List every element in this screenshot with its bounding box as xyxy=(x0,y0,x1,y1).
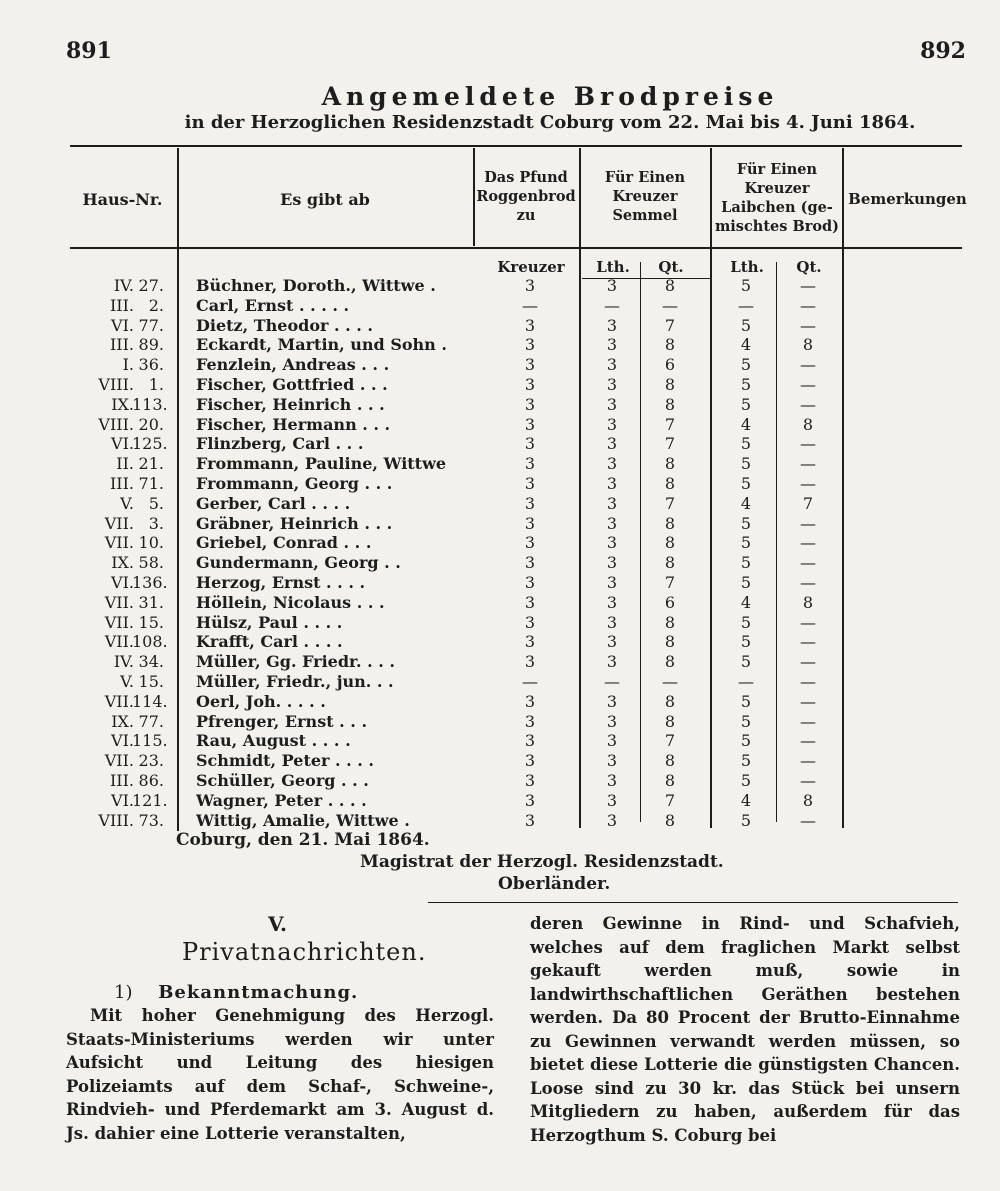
row-name: Carl, Ernst . . . . . xyxy=(196,295,350,315)
row-laibchen-lth: 5 xyxy=(740,434,752,454)
row-laibchen-qt: — xyxy=(800,474,816,493)
row-house-number: 23. xyxy=(138,751,164,771)
row-semmel-qt: 7 xyxy=(664,434,676,454)
row-semmel-lth: — xyxy=(604,295,620,315)
row-name: Frommann, Pauline, Wittwe xyxy=(196,454,447,474)
row-semmel-qt: 6 xyxy=(664,592,676,612)
row-laibchen-qt: — xyxy=(800,513,816,533)
table-top-rule xyxy=(70,145,962,147)
row-quarter: VIII. xyxy=(98,375,134,394)
row-semmel-lth: 3 xyxy=(606,592,618,612)
row-laibchen-lth: — xyxy=(738,295,754,315)
row-roggenbrod-kreuzer: 3 xyxy=(524,375,536,394)
row-laibchen-lth: 4 xyxy=(740,335,752,355)
row-semmel-qt: 8 xyxy=(664,711,676,731)
row-name: Schüller, Georg . . . xyxy=(196,771,369,790)
row-quarter: III. xyxy=(109,295,134,315)
row-semmel-qt: — xyxy=(662,295,678,315)
row-house-number: 71. xyxy=(138,474,164,493)
row-roggenbrod-kreuzer: — xyxy=(522,672,538,691)
row-house-number: 1. xyxy=(148,375,164,394)
row-laibchen-qt: — xyxy=(800,454,816,474)
unit-lth-2: Lth. xyxy=(730,258,764,276)
item-number: 1) xyxy=(114,982,133,1003)
row-quarter: VIII. xyxy=(98,414,134,434)
row-name: Gräbner, Heinrich . . . xyxy=(196,513,393,533)
row-laibchen-lth: 4 xyxy=(740,790,752,810)
table-row xyxy=(0,514,1000,534)
row-laibchen-qt: — xyxy=(800,691,816,711)
row-laibchen-qt: — xyxy=(800,375,816,394)
row-laibchen-qt: — xyxy=(800,731,816,751)
row-laibchen-lth: 5 xyxy=(740,474,752,493)
row-semmel-lth: 3 xyxy=(606,731,618,751)
row-name: Gerber, Carl . . . . xyxy=(196,493,351,513)
row-laibchen-qt: — xyxy=(800,771,816,790)
row-roggenbrod-kreuzer: 3 xyxy=(524,335,536,355)
row-quarter: IV. xyxy=(113,652,134,672)
row-semmel-lth: 3 xyxy=(606,434,618,454)
row-roggenbrod-kreuzer: 3 xyxy=(524,691,536,711)
row-quarter: III. xyxy=(109,335,134,355)
row-house-number: 89. xyxy=(138,335,164,355)
row-name: Dietz, Theodor . . . . xyxy=(196,315,373,335)
row-roggenbrod-kreuzer: 3 xyxy=(524,553,536,573)
row-semmel-lth: 3 xyxy=(606,771,618,790)
row-house-number: 113. xyxy=(132,394,168,414)
row-roggenbrod-kreuzer: 3 xyxy=(524,632,536,652)
row-semmel-lth: 3 xyxy=(606,355,618,375)
row-name: Wagner, Peter . . . . xyxy=(196,790,367,810)
row-quarter: III. xyxy=(109,771,134,790)
row-name: Schmidt, Peter . . . . xyxy=(196,751,374,771)
table-row xyxy=(0,712,1000,732)
row-semmel-qt: 8 xyxy=(664,513,676,533)
row-semmel-lth: 3 xyxy=(606,790,618,810)
row-laibchen-lth: 5 xyxy=(740,533,752,553)
row-laibchen-qt: — xyxy=(800,315,816,335)
table-row xyxy=(0,632,1000,652)
row-roggenbrod-kreuzer: 3 xyxy=(524,474,536,493)
row-laibchen-qt: 8 xyxy=(802,335,814,355)
row-semmel-qt: 8 xyxy=(664,652,676,672)
row-semmel-qt: 8 xyxy=(664,771,676,790)
table-row xyxy=(0,573,1000,593)
section-divider-rule xyxy=(428,902,958,903)
row-roggenbrod-kreuzer: 3 xyxy=(524,434,536,454)
row-quarter: II. xyxy=(116,454,134,474)
signature-authority: Magistrat der Herzogl. Residenzstadt. xyxy=(360,852,724,872)
row-semmel-lth: 3 xyxy=(606,612,618,632)
row-laibchen-qt: — xyxy=(800,394,816,414)
row-roggenbrod-kreuzer: 3 xyxy=(524,592,536,612)
row-quarter: I. xyxy=(122,355,134,375)
header-semmel-line-1: Für Einen xyxy=(604,169,686,186)
header-es-gibt-ab: Es gibt ab xyxy=(280,190,370,209)
row-name: Rau, August . . . . xyxy=(196,731,351,751)
table-row xyxy=(0,811,1000,831)
row-semmel-lth: 3 xyxy=(606,751,618,771)
row-roggenbrod-kreuzer: 3 xyxy=(524,394,536,414)
row-house-number: 121. xyxy=(132,790,168,810)
section-number: V. xyxy=(268,912,287,936)
header-pfund-roggenbrod xyxy=(474,168,578,225)
row-roggenbrod-kreuzer: 3 xyxy=(524,454,536,474)
table-row xyxy=(0,415,1000,435)
page-number-right: 892 xyxy=(920,38,966,64)
row-laibchen-qt: 8 xyxy=(802,592,814,612)
row-roggenbrod-kreuzer: 3 xyxy=(524,276,536,295)
item-heading xyxy=(114,982,358,1003)
row-house-number: 34. xyxy=(138,652,164,672)
row-semmel-lth: 3 xyxy=(606,454,618,474)
row-laibchen-qt: — xyxy=(800,632,816,652)
row-laibchen-lth: 5 xyxy=(740,632,752,652)
header-haus-nr: Haus-Nr. xyxy=(82,190,163,209)
row-laibchen-qt: — xyxy=(800,295,816,315)
row-laibchen-lth: 5 xyxy=(740,771,752,790)
unit-qt: Qt. xyxy=(658,258,684,276)
row-semmel-lth: — xyxy=(604,672,620,691)
row-semmel-lth: 3 xyxy=(606,394,618,414)
row-house-number: 3. xyxy=(148,513,164,533)
row-laibchen-lth: 5 xyxy=(740,355,752,375)
row-name: Fischer, Hermann . . . xyxy=(196,414,391,434)
row-house-number: 58. xyxy=(138,553,164,573)
table-row xyxy=(0,375,1000,395)
table-row xyxy=(0,652,1000,672)
row-laibchen-lth: 5 xyxy=(740,375,752,394)
section-title: Privatnachrichten. xyxy=(182,938,427,966)
row-house-number: 21. xyxy=(138,454,164,474)
row-quarter: VIII. xyxy=(98,810,134,830)
item-title: Bekanntmachung. xyxy=(158,982,359,1003)
row-laibchen-qt: — xyxy=(800,751,816,771)
paragraph-right: deren Gewinne in Rind- und Schafvieh, welches auf dem fraglichen Markt selbst gekauft werden muß, sowie in landwirthschaftlichen Geräthen bestehen werden. Da 80 Procent der Brutto-Einnahme zu Gewinnen verwandt werden müssen, so bietet diese Lotterie die günstigsten Chancen. Loose sind zu 30 kr. das Stück bei unsern Mitgliedern zu haben, außerdem für das Herzogthum S. Coburg bei xyxy=(530,914,960,1145)
row-laibchen-lth: 5 xyxy=(740,810,752,830)
row-semmel-lth: 3 xyxy=(606,375,618,394)
row-name: Krafft, Carl . . . . xyxy=(196,632,343,652)
table-row xyxy=(0,335,1000,355)
table-row xyxy=(0,731,1000,751)
row-house-number: 36. xyxy=(138,355,164,375)
row-semmel-lth: 3 xyxy=(606,652,618,672)
table-row xyxy=(0,593,1000,613)
row-name: Herzog, Ernst . . . . xyxy=(196,573,366,592)
row-semmel-qt: 8 xyxy=(664,375,676,394)
row-laibchen-lth: 5 xyxy=(740,553,752,573)
row-quarter: VII. xyxy=(104,751,134,771)
row-laibchen-lth: 5 xyxy=(740,691,752,711)
row-house-number: 15. xyxy=(138,612,164,632)
row-semmel-lth: 3 xyxy=(606,414,618,434)
row-semmel-qt: 8 xyxy=(664,810,676,830)
row-quarter: VI. xyxy=(111,573,134,592)
row-laibchen-lth: 5 xyxy=(740,612,752,632)
row-name: Büchner, Doroth., Wittwe . xyxy=(196,276,436,295)
table-row xyxy=(0,355,1000,375)
row-quarter: VII. xyxy=(104,592,134,612)
row-quarter: VI. xyxy=(111,731,134,751)
row-semmel-lth: 3 xyxy=(606,315,618,335)
row-quarter: IX. xyxy=(111,394,134,414)
row-quarter: III. xyxy=(109,474,134,493)
header-semmel-line-3: Semmel xyxy=(612,207,678,224)
row-house-number: 108. xyxy=(132,632,168,652)
row-house-number: 10. xyxy=(138,533,164,553)
row-quarter: VI. xyxy=(111,315,134,335)
row-semmel-lth: 3 xyxy=(606,533,618,553)
row-quarter: VII. xyxy=(104,691,134,711)
paragraph-left: Mit hoher Genehmigung des Herzogl. Staats-Ministeriums werden wir unter Aufsicht und Leitung des hiesigen Polizeiamts auf dem Schaf-, Schweine-, Rindvieh- und Pferdemarkt am 3. August d. Js. dahier eine Lotterie veranstalten, xyxy=(66,1006,494,1143)
table-row xyxy=(0,672,1000,692)
row-semmel-qt: — xyxy=(662,672,678,691)
header-kreuzer-semmel xyxy=(582,168,708,225)
row-roggenbrod-kreuzer: 3 xyxy=(524,810,536,830)
row-semmel-lth: 3 xyxy=(606,553,618,573)
row-semmel-lth: 3 xyxy=(606,493,618,513)
table-row xyxy=(0,494,1000,514)
row-semmel-lth: 3 xyxy=(606,573,618,592)
row-house-number: 2. xyxy=(148,295,164,315)
row-semmel-qt: 7 xyxy=(664,493,676,513)
row-laibchen-lth: 5 xyxy=(740,454,752,474)
header-bemerkungen: Bemerkungen xyxy=(848,190,967,208)
row-laibchen-qt: — xyxy=(800,672,816,691)
row-house-number: 115. xyxy=(132,731,168,751)
row-name: Müller, Gg. Friedr. . . . xyxy=(196,652,395,672)
row-roggenbrod-kreuzer: 3 xyxy=(524,414,536,434)
row-semmel-qt: 8 xyxy=(664,533,676,553)
row-name: Frommann, Georg . . . xyxy=(196,474,393,493)
row-name: Pfrenger, Ernst . . . xyxy=(196,711,368,731)
row-semmel-qt: 7 xyxy=(664,315,676,335)
row-laibchen-lth: 5 xyxy=(740,394,752,414)
row-quarter: IV. xyxy=(113,276,134,295)
row-semmel-qt: 7 xyxy=(664,414,676,434)
row-roggenbrod-kreuzer: 3 xyxy=(524,612,536,632)
row-semmel-lth: 3 xyxy=(606,691,618,711)
header-laibchen-line-1: Für Einen xyxy=(736,161,818,178)
row-laibchen-qt: — xyxy=(800,612,816,632)
row-name: Fischer, Gottfried . . . xyxy=(196,375,388,394)
row-semmel-lth: 3 xyxy=(606,474,618,493)
row-name: Flinzberg, Carl . . . xyxy=(196,434,364,454)
row-semmel-lth: 3 xyxy=(606,276,618,295)
header-pfund-line-3: zu xyxy=(516,207,536,224)
row-laibchen-lth: 5 xyxy=(740,711,752,731)
row-quarter: VI. xyxy=(111,434,134,454)
row-laibchen-qt: — xyxy=(800,355,816,375)
row-name: Hülsz, Paul . . . . xyxy=(196,612,343,632)
row-quarter: VII. xyxy=(104,612,134,632)
table-row xyxy=(0,553,1000,573)
row-quarter: VII. xyxy=(104,513,134,533)
row-semmel-lth: 3 xyxy=(606,513,618,533)
row-roggenbrod-kreuzer: 3 xyxy=(524,771,536,790)
row-semmel-qt: 8 xyxy=(664,691,676,711)
row-semmel-qt: 8 xyxy=(664,454,676,474)
row-house-number: 77. xyxy=(138,711,164,731)
row-house-number: 86. xyxy=(138,771,164,790)
row-laibchen-qt: — xyxy=(800,810,816,830)
row-roggenbrod-kreuzer: 3 xyxy=(524,790,536,810)
row-name: Fenzlein, Andreas . . . xyxy=(196,355,390,375)
row-semmel-qt: 8 xyxy=(664,474,676,493)
row-laibchen-qt: — xyxy=(800,553,816,573)
row-semmel-qt: 8 xyxy=(664,335,676,355)
row-semmel-lth: 3 xyxy=(606,810,618,830)
row-name: Fischer, Heinrich . . . xyxy=(196,394,385,414)
row-laibchen-lth: 5 xyxy=(740,315,752,335)
table-row xyxy=(0,434,1000,454)
row-house-number: 5. xyxy=(148,493,164,513)
row-roggenbrod-kreuzer: 3 xyxy=(524,533,536,553)
row-roggenbrod-kreuzer: 3 xyxy=(524,652,536,672)
signature-name: Oberländer. xyxy=(498,874,611,894)
row-name: Griebel, Conrad . . . xyxy=(196,533,372,553)
row-laibchen-qt: 7 xyxy=(802,493,814,513)
row-house-number: 73. xyxy=(138,810,164,830)
row-roggenbrod-kreuzer: — xyxy=(522,295,538,315)
row-quarter: IX. xyxy=(111,553,134,573)
header-pfund-line-1: Das Pfund xyxy=(484,169,568,186)
table-row xyxy=(0,533,1000,553)
row-semmel-qt: 8 xyxy=(664,632,676,652)
row-semmel-lth: 3 xyxy=(606,711,618,731)
page-number-left: 891 xyxy=(66,38,112,64)
header-pfund-line-2: Roggenbrod xyxy=(476,188,576,205)
row-laibchen-lth: 5 xyxy=(740,276,752,295)
row-name: Gundermann, Georg . . xyxy=(196,553,401,573)
row-laibchen-qt: 8 xyxy=(802,790,814,810)
unit-qt-2: Qt. xyxy=(796,258,822,276)
row-house-number: 27. xyxy=(138,276,164,295)
row-laibchen-lth: 4 xyxy=(740,493,752,513)
row-laibchen-lth: 5 xyxy=(740,731,752,751)
row-laibchen-lth: 4 xyxy=(740,414,752,434)
row-semmel-lth: 3 xyxy=(606,632,618,652)
row-roggenbrod-kreuzer: 3 xyxy=(524,573,536,592)
row-laibchen-qt: — xyxy=(800,434,816,454)
row-semmel-qt: 7 xyxy=(664,731,676,751)
unit-lth: Lth. xyxy=(596,258,630,276)
row-semmel-qt: 8 xyxy=(664,751,676,771)
row-laibchen-lth: 5 xyxy=(740,751,752,771)
table-row xyxy=(0,454,1000,474)
row-roggenbrod-kreuzer: 3 xyxy=(524,493,536,513)
table-row xyxy=(0,771,1000,791)
row-name: Wittig, Amalie, Wittwe . xyxy=(196,810,410,830)
row-quarter: V. xyxy=(120,672,134,691)
row-semmel-qt: 7 xyxy=(664,790,676,810)
row-name: Eckardt, Martin, und Sohn . xyxy=(196,335,447,355)
row-laibchen-qt: — xyxy=(800,533,816,553)
table-row xyxy=(0,692,1000,712)
table-row xyxy=(0,613,1000,633)
row-name: Müller, Friedr., jun. . . xyxy=(196,672,394,691)
table-header-rule xyxy=(70,247,962,249)
row-semmel-qt: 7 xyxy=(664,573,676,592)
row-house-number: 15. xyxy=(138,672,164,691)
header-laibchen-line-3: Laibchen (ge- xyxy=(721,199,833,216)
row-quarter: IX. xyxy=(111,711,134,731)
table-row xyxy=(0,751,1000,771)
table-row xyxy=(0,316,1000,336)
row-house-number: 114. xyxy=(132,691,168,711)
row-laibchen-lth: — xyxy=(738,672,754,691)
row-semmel-qt: 8 xyxy=(664,276,676,295)
header-semmel-line-2: Kreuzer xyxy=(612,188,678,205)
row-roggenbrod-kreuzer: 3 xyxy=(524,315,536,335)
row-name: Oerl, Joh. . . . . xyxy=(196,691,326,711)
header-laibchen-line-2: Kreuzer xyxy=(744,180,810,197)
page-title: Angemeldete Brodpreise xyxy=(321,82,779,111)
row-house-number: 20. xyxy=(138,414,164,434)
row-semmel-lth: 3 xyxy=(606,335,618,355)
table-row xyxy=(0,474,1000,494)
unit-kreuzer: Kreuzer xyxy=(497,258,565,276)
row-roggenbrod-kreuzer: 3 xyxy=(524,751,536,771)
signature-place-date: Coburg, den 21. Mai 1864. xyxy=(176,830,430,850)
row-laibchen-lth: 5 xyxy=(740,573,752,592)
row-laibchen-qt: — xyxy=(800,711,816,731)
row-roggenbrod-kreuzer: 3 xyxy=(524,731,536,751)
row-name: Höllein, Nicolaus . . . xyxy=(196,592,385,612)
row-semmel-qt: 8 xyxy=(664,612,676,632)
row-laibchen-lth: 5 xyxy=(740,513,752,533)
row-roggenbrod-kreuzer: 3 xyxy=(524,711,536,731)
row-semmel-qt: 6 xyxy=(664,355,676,375)
header-kreuzer-laibchen xyxy=(712,160,842,236)
row-quarter: V. xyxy=(120,493,134,513)
row-laibchen-lth: 5 xyxy=(740,652,752,672)
table-row xyxy=(0,276,1000,296)
table-row xyxy=(0,791,1000,811)
row-house-number: 125. xyxy=(132,434,168,454)
row-semmel-qt: 8 xyxy=(664,553,676,573)
row-roggenbrod-kreuzer: 3 xyxy=(524,355,536,375)
row-quarter: VII. xyxy=(104,533,134,553)
header-laibchen-line-4: mischtes Brod) xyxy=(714,218,840,235)
row-house-number: 77. xyxy=(138,315,164,335)
page-subtitle: in der Herzoglichen Residenzstadt Coburg vom 22. Mai bis 4. Juni 1864. xyxy=(184,112,916,133)
table-row xyxy=(0,395,1000,415)
row-quarter: VI. xyxy=(111,790,134,810)
row-semmel-qt: 8 xyxy=(664,394,676,414)
row-laibchen-lth: 4 xyxy=(740,592,752,612)
row-quarter: VII. xyxy=(104,632,134,652)
row-house-number: 136. xyxy=(132,573,168,592)
row-roggenbrod-kreuzer: 3 xyxy=(524,513,536,533)
row-laibchen-qt: 8 xyxy=(802,414,814,434)
row-laibchen-qt: — xyxy=(800,652,816,672)
row-house-number: 31. xyxy=(138,592,164,612)
row-laibchen-qt: — xyxy=(800,276,816,295)
table-row xyxy=(0,296,1000,316)
row-laibchen-qt: — xyxy=(800,573,816,592)
